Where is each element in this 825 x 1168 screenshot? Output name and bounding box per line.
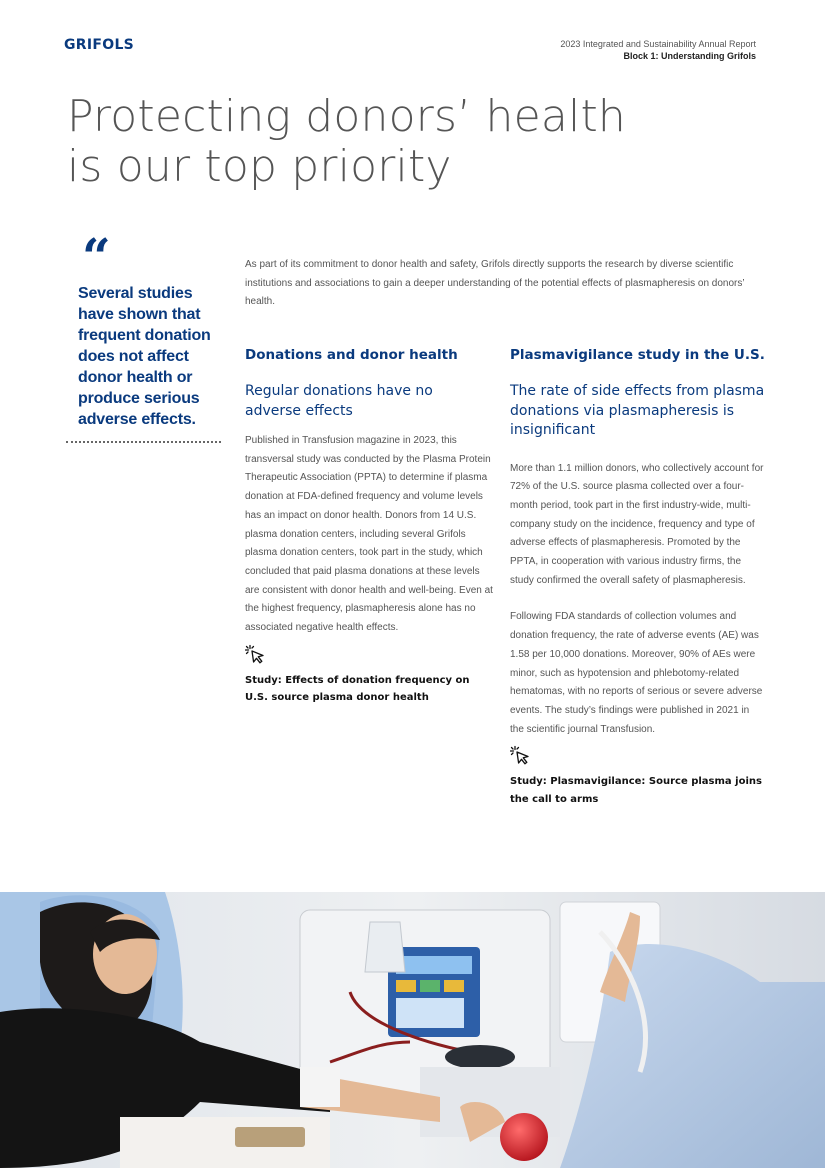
block-title: Block 1: Understanding Grifols (623, 51, 756, 61)
donation-photo (0, 892, 825, 1168)
right-column-body (510, 460, 765, 740)
page-title (67, 92, 626, 192)
donation-photo-illustration (0, 892, 825, 1168)
right-paragraph-1: More than 1.1 million donors, who collectively account for 72% of the U.S. source plasma collected over a four-month period, took part in the first industry-wide, multi-company study on the incidence, frequency and type of adverse effects of plasmapheresis. Promoted by the PPTA, in cooperation with various industry firms, the study confirmed the overall safety of plasmapheresis. (510, 462, 764, 586)
click-cursor-icon[interactable] (510, 745, 532, 767)
grifols-logo: GRIFOLS (64, 37, 135, 53)
right-study-link[interactable]: Study: Plasmavigilance: Source plasma joins the call to arms (510, 776, 762, 805)
pull-quote: Several studies have shown that frequent donation does not affect donor health or produce serious adverse effects. (78, 285, 211, 428)
left-column-heading: Donations and donor health (245, 347, 458, 363)
report-header (560, 38, 756, 62)
left-paragraph: Published in Transfusion magazine in 2023, this transversal study was conducted by the Plasma Protein Therapeutic Association (PPTA) to determine if plasma donation at FDA-defined frequency and volume levels has an impact on donor health. Donors from 14 U.S. plasma donation centers, including several Grifols plasma donation centers, took part in the study, which concluded that paid plasma donations at these levels are consistent with donor health and well-being. Even at the highest frequency, plasmapheresis alone has no associated negative health effects. (245, 435, 493, 634)
report-title: 2023 Integrated and Sustainability Annual Report (560, 39, 756, 49)
click-cursor-icon[interactable] (245, 644, 267, 666)
right-column (510, 346, 765, 808)
left-column-body (245, 432, 493, 638)
left-column (245, 346, 493, 707)
page-title-line-2: is our top priority (67, 141, 452, 192)
left-study-link[interactable]: Study: Effects of donation frequency on U.S. source plasma donor health (245, 674, 470, 704)
page-title-line-1: Protecting donors’ health (67, 91, 626, 142)
quote-mark-icon: “ (82, 227, 111, 286)
right-paragraph-2: Following FDA standards of collection volumes and donation frequency, the rate of adverse events (AE) was 1.58 per 10,000 donations. Moreover, 90% of AEs were minor, such as hypotension and phlebotomy-related hematomas, with no reports of serious or severe adverse events. The study’s findings were published in 2021 in the scientific journal Transfusion. (510, 611, 763, 735)
left-column-subheading: Regular donations have no adverse effects (245, 383, 433, 419)
right-column-subheading: The rate of side effects from plasma donations via plasmapheresis is insignificant (510, 383, 765, 438)
quote-divider (66, 441, 221, 443)
intro-paragraph: As part of its commitment to donor health and safety, Grifols directly supports the research by diverse scientific institutions and associations to gain a deeper understanding of the potential effects of plasmapheresis on donors’ health. (245, 259, 745, 307)
right-column-heading: Plasmavigilance study in the U.S. (510, 347, 765, 363)
